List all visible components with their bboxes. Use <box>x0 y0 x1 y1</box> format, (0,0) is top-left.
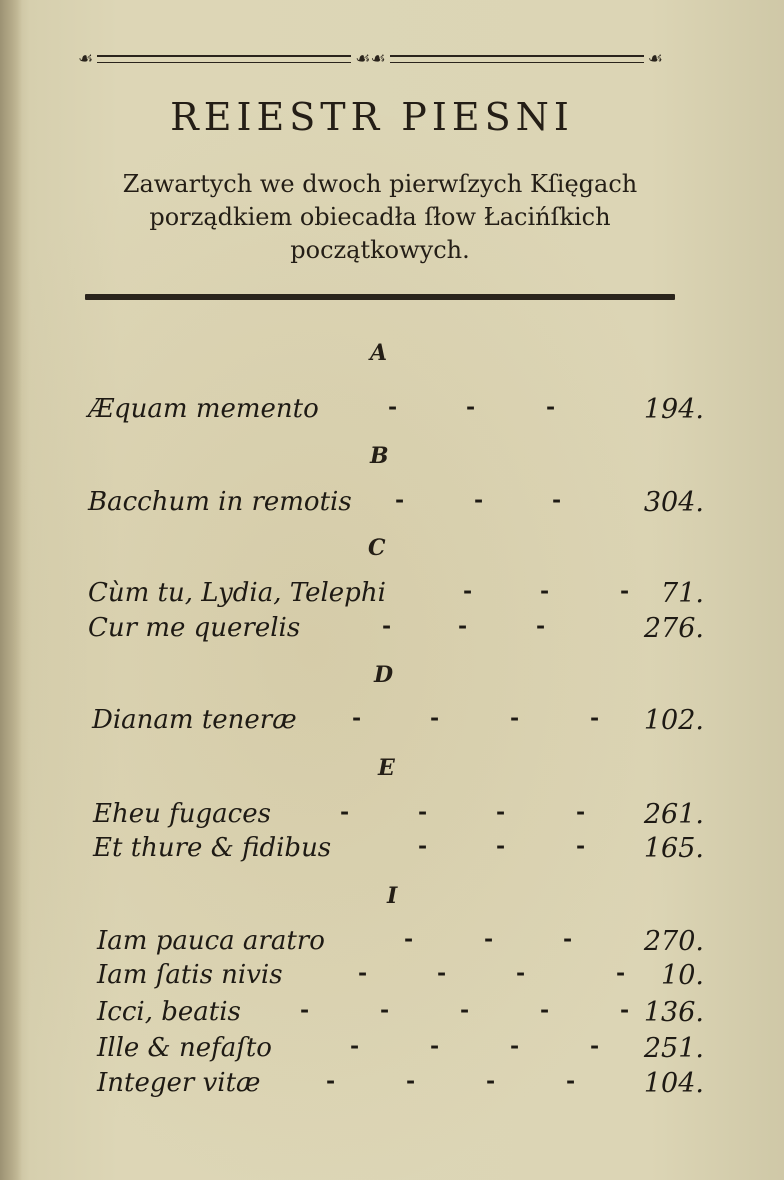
subtitle-line: porządkiem obiecadła ſłow Łacińſkich <box>149 203 611 231</box>
entry-page-number: 71. <box>661 578 704 609</box>
entry-page-number: 270. <box>643 926 704 957</box>
fleuron-icon: ☙ <box>370 48 386 69</box>
index-entry: Cùm tu, Lydia, Telephi - - - 71. <box>88 578 704 609</box>
entry-title: Cùm tu, Lydia, Telephi <box>88 578 386 608</box>
fleuron-icon: ☙ <box>647 48 663 69</box>
entry-title: Cur me querelis <box>88 613 301 643</box>
index-entry: Ille & nefaſto - - - - 251. <box>97 1033 704 1064</box>
section-letter-e: E <box>378 755 395 781</box>
ornamental-header-rule <box>78 48 663 70</box>
entry-title: Iam ſatis nivis <box>97 960 283 990</box>
page-title: REIESTR PIESNI <box>170 95 574 139</box>
entry-page-number: 104. <box>643 1068 704 1099</box>
entry-page-number: 136. <box>643 997 704 1028</box>
entry-page-number: 102. <box>643 705 704 736</box>
section-letter-b: B <box>370 443 389 469</box>
entry-page-number: 261. <box>643 799 704 830</box>
entry-title: Ille & nefaſto <box>97 1033 272 1063</box>
subtitle-line: Zawartych we dwoch pierwſzych Kſięgach <box>122 170 638 198</box>
ornament-line <box>390 55 644 63</box>
entry-title: Dianam teneræ <box>92 705 297 735</box>
entry-page-number: 251. <box>643 1033 704 1064</box>
section-letter-i: I <box>387 883 398 909</box>
index-entry: Æquam memento - - - 194. <box>88 394 704 425</box>
fleuron-icon: ☙ <box>355 48 371 69</box>
entry-page-number: 276. <box>643 613 704 644</box>
entry-title: Iam pauca aratro <box>97 926 325 956</box>
section-letter-c: C <box>368 535 386 561</box>
index-entry: Et thure & fidibus - - - 165. <box>93 833 704 864</box>
index-entry: Iam ſatis nivis - - - - 10. <box>97 960 704 991</box>
heading-divider <box>85 294 675 300</box>
index-entry: Integer vitæ - - - - 104. <box>97 1068 704 1099</box>
index-entry: Cur me querelis - - - 276. <box>88 613 704 644</box>
entry-title: Et thure & fidibus <box>93 833 332 863</box>
entry-page-number: 165. <box>643 833 704 864</box>
entry-page-number: 304. <box>643 487 704 518</box>
ornament-line <box>97 55 351 63</box>
page-subtitle <box>60 168 700 267</box>
section-letter-d: D <box>374 662 394 688</box>
entry-title: Integer vitæ <box>97 1068 261 1098</box>
entry-title: Æquam memento <box>88 394 319 424</box>
entry-title: Icci, beatis <box>97 997 241 1027</box>
index-entry: Bacchum in remotis - - - 304. <box>88 487 704 518</box>
index-entry: Icci, beatis - - - - - 136. <box>97 997 704 1028</box>
section-letter-a: A <box>370 340 388 366</box>
entry-title: Eheu fugaces <box>93 799 271 829</box>
fleuron-icon: ☙ <box>78 48 94 69</box>
entry-title: Bacchum in remotis <box>88 487 352 517</box>
index-entry: Dianam teneræ - - - - 102. <box>92 705 704 736</box>
entry-page-number: 194. <box>643 394 704 425</box>
index-entry: Iam pauca aratro - - - 270. <box>97 926 704 957</box>
index-entry: Eheu fugaces - - - - 261. <box>93 799 704 830</box>
subtitle-line: początkowych. <box>290 236 470 264</box>
entry-page-number: 10. <box>661 960 704 991</box>
